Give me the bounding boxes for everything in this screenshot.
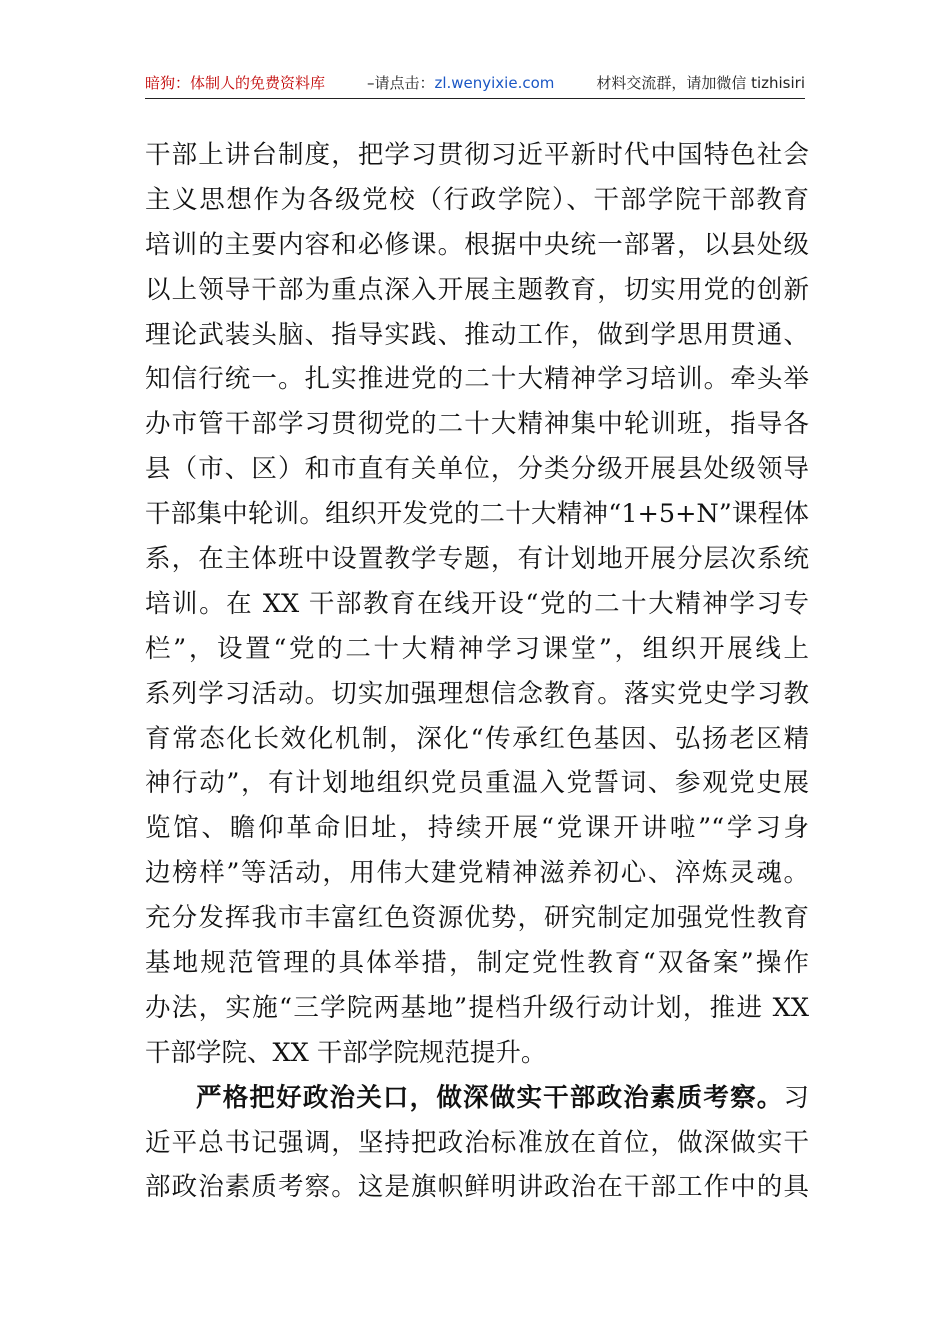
header-wechat-note: 材料交流群，请加微信 tizhisiri <box>596 73 805 92</box>
paragraph-2-first-tail: 习 <box>783 1082 809 1113</box>
paragraph-1 <box>145 133 809 1076</box>
header-link-group <box>367 72 554 93</box>
paragraph-2-heading: 严格把好政治关口，做深做实干部政治素质考察。 <box>196 1082 784 1113</box>
text-line: 基地规范管理的具体举措，制定党性教育“双备案”操作 <box>145 948 809 979</box>
page-header <box>145 70 805 99</box>
text-line: 育常态化长效化机制，深化“传承红色基因、弘扬老区精 <box>145 723 809 754</box>
text-line: 理论武装头脑、指导实践、推动工作，做到学思用贯通、 <box>145 319 809 350</box>
text-line: 栏”，设置“党的二十大精神学习课堂”，组织开展线上 <box>145 633 809 664</box>
text-line: 主义思想作为各级党校（行政学院）、干部学院干部教育 <box>145 184 809 215</box>
text-line: 边榜样”等活动，用伟大建党精神滋养初心、淬炼灵魂。 <box>145 858 809 889</box>
text-line: 以上领导干部为重点深入开展主题教育，切实用党的创新 <box>145 274 809 305</box>
text-line: 览馆、瞻仰革命旧址，持续开展“党课开讲啦”“学习身 <box>145 813 809 844</box>
text-line: 办法，实施“三学院两基地”提档升级行动计划，推进 XX <box>145 992 809 1023</box>
header-link-url[interactable]: zl.wenyixie.com <box>434 73 555 92</box>
text-line: 知信行统一。扎实推进党的二十大精神学习培训。牵头举 <box>145 364 809 395</box>
paragraph-2 <box>145 1076 809 1211</box>
text-line: 办市管干部学习贯彻党的二十大精神集中轮训班，指导各 <box>145 409 809 440</box>
paragraph-2-first-line <box>145 1076 809 1121</box>
text-line: 神行动”，有计划地组织党员重温入党誓词、参观党史展 <box>145 768 809 799</box>
text-line: 干部集中轮训。组织开发党的二十大精神“1+5+N”课程体 <box>145 499 809 530</box>
text-line: 县（市、区）和市直有关单位，分类分级开展县处级领导 <box>145 454 809 485</box>
text-line: 系列学习活动。切实加强理想信念教育。落实党史学习教 <box>145 678 809 709</box>
text-line: 干部学院、XX 干部学院规范提升。 <box>145 1037 547 1068</box>
header-site-name: 暗狗：体制人的免费资料库 <box>145 73 326 92</box>
text-line: 系，在主体班中设置教学专题，有计划地开展分层次系统 <box>145 544 809 575</box>
text-line: 充分发挥我市丰富红色资源优势，研究制定加强党性教育 <box>145 903 809 934</box>
text-line: 部政治素质考察。这是旗帜鲜明讲政治在干部工作中的具 <box>145 1172 809 1203</box>
body-text <box>145 133 809 1210</box>
text-line: 培训。在 XX 干部教育在线开设“党的二十大精神学习专 <box>145 588 809 619</box>
text-line: 干部上讲台制度，把学习贯彻习近平新时代中国特色社会 <box>145 140 809 170</box>
text-line: 近平总书记强调，坚持把政治标准放在首位，做深做实干 <box>145 1127 809 1158</box>
header-link-prefix: –请点击： <box>366 73 435 92</box>
text-line: 培训的主要内容和必修课。根据中央统一部署，以县处级 <box>145 229 809 260</box>
